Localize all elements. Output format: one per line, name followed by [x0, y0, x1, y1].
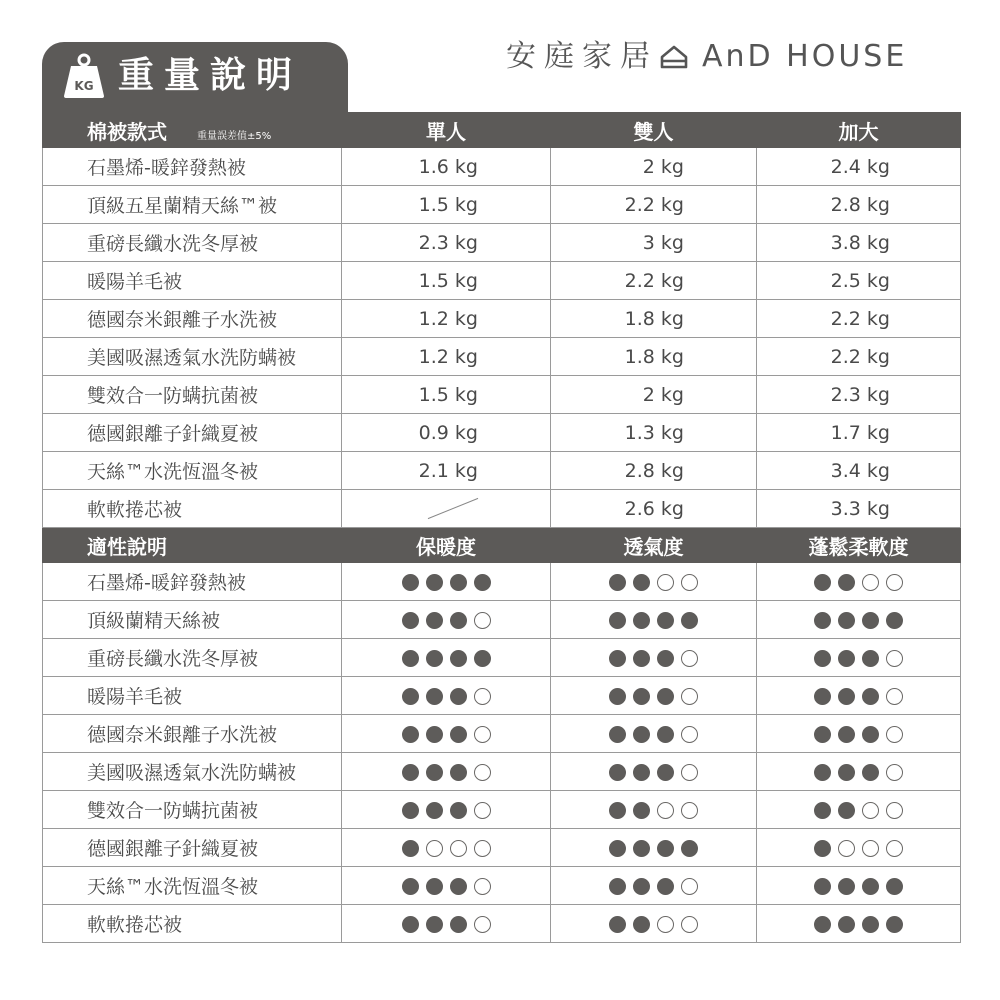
empty-dot-icon: [474, 840, 491, 857]
rating-breathability: [551, 829, 757, 867]
filled-dot-icon: [862, 764, 879, 781]
rating-breathability: [551, 905, 757, 943]
filled-dot-icon: [862, 650, 879, 667]
rating-warmth: [342, 905, 551, 943]
weight-king: 3.4 kg: [757, 452, 961, 490]
rating-softness: [757, 639, 961, 677]
rating-softness: [757, 791, 961, 829]
table-row: [43, 677, 961, 715]
rating-dots: [609, 574, 698, 591]
filled-dot-icon: [450, 650, 467, 667]
weight-header-row: [43, 113, 961, 148]
rating-dots: [402, 612, 491, 629]
filled-dot-icon: [862, 688, 879, 705]
rating-dots: [402, 764, 491, 781]
filled-dot-icon: [862, 878, 879, 895]
empty-dot-icon: [681, 688, 698, 705]
filled-dot-icon: [633, 726, 650, 743]
weight-single: 1.5 kg: [342, 376, 551, 414]
brand-logo: [506, 34, 907, 80]
filled-dot-icon: [657, 650, 674, 667]
empty-dot-icon: [681, 802, 698, 819]
kg-weight-icon: [62, 52, 106, 100]
empty-dot-icon: [838, 840, 855, 857]
empty-dot-icon: [886, 726, 903, 743]
rating-dots: [814, 688, 903, 705]
col-label-quilt: 棉被款式: [87, 119, 167, 144]
filled-dot-icon: [838, 878, 855, 895]
not-available-slash: [428, 498, 478, 519]
table-row: [43, 338, 961, 376]
weight-single: 1.6 kg: [342, 148, 551, 186]
rating-breathability: [551, 639, 757, 677]
filled-dot-icon: [450, 612, 467, 629]
rating-dots: [814, 840, 903, 857]
filled-dot-icon: [657, 688, 674, 705]
empty-dot-icon: [886, 688, 903, 705]
filled-dot-icon: [426, 878, 443, 895]
brand-name-en: AnD HOUSE: [702, 39, 908, 74]
rating-warmth: [342, 639, 551, 677]
brand-name-zh: 安庭家居: [506, 39, 658, 74]
quilt-name: 美國吸濕透氣水洗防螨被: [43, 338, 342, 376]
quilt-name: 德國奈米銀離子水洗被: [43, 715, 342, 753]
weight-single: [342, 490, 551, 528]
filled-dot-icon: [814, 802, 831, 819]
weight-king: 1.7 kg: [757, 414, 961, 452]
quilt-name: 雙效合一防螨抗菌被: [43, 376, 342, 414]
filled-dot-icon: [862, 612, 879, 629]
rating-dots: [609, 688, 698, 705]
filled-dot-icon: [862, 916, 879, 933]
quilt-name: 美國吸濕透氣水洗防螨被: [43, 753, 342, 791]
empty-dot-icon: [657, 574, 674, 591]
empty-dot-icon: [886, 840, 903, 857]
weight-king: 3.3 kg: [757, 490, 961, 528]
rating-dots: [609, 878, 698, 895]
weight-double: 2.8 kg: [551, 452, 757, 490]
empty-dot-icon: [681, 916, 698, 933]
filled-dot-icon: [426, 916, 443, 933]
filled-dot-icon: [814, 878, 831, 895]
rating-warmth: [342, 677, 551, 715]
rating-warmth: [342, 753, 551, 791]
quilt-name: 德國奈米銀離子水洗被: [43, 300, 342, 338]
filled-dot-icon: [657, 878, 674, 895]
table-row: [43, 601, 961, 639]
rating-dots: [814, 650, 903, 667]
weight-single: 1.2 kg: [342, 338, 551, 376]
empty-dot-icon: [474, 916, 491, 933]
filled-dot-icon: [450, 916, 467, 933]
rating-warmth: [342, 563, 551, 601]
filled-dot-icon: [426, 764, 443, 781]
rating-dots: [402, 916, 491, 933]
filled-dot-icon: [426, 612, 443, 629]
weight-king: 2.4 kg: [757, 148, 961, 186]
empty-dot-icon: [681, 650, 698, 667]
empty-dot-icon: [862, 840, 879, 857]
filled-dot-icon: [814, 726, 831, 743]
rating-softness: [757, 563, 961, 601]
rating-warmth: [342, 867, 551, 905]
col-header-single: 單人: [342, 113, 551, 148]
filled-dot-icon: [402, 802, 419, 819]
filled-dot-icon: [609, 802, 626, 819]
filled-dot-icon: [814, 612, 831, 629]
filled-dot-icon: [402, 612, 419, 629]
weight-single: 1.5 kg: [342, 186, 551, 224]
empty-dot-icon: [886, 802, 903, 819]
rating-dots: [609, 650, 698, 667]
rating-softness: [757, 829, 961, 867]
rating-dots: [402, 688, 491, 705]
empty-dot-icon: [474, 726, 491, 743]
filled-dot-icon: [450, 726, 467, 743]
table-row: [43, 753, 961, 791]
weight-king: 3.8 kg: [757, 224, 961, 262]
quilt-name: 重磅長纖水洗冬厚被: [43, 639, 342, 677]
empty-dot-icon: [474, 688, 491, 705]
filled-dot-icon: [681, 612, 698, 629]
suitability-header-row: [43, 528, 961, 563]
rating-dots: [814, 916, 903, 933]
weight-double: 1.3 kg: [551, 414, 757, 452]
filled-dot-icon: [450, 688, 467, 705]
filled-dot-icon: [862, 726, 879, 743]
filled-dot-icon: [402, 574, 419, 591]
filled-dot-icon: [450, 802, 467, 819]
table-row: [43, 414, 961, 452]
rating-dots: [402, 840, 491, 857]
weight-double: 2 kg: [551, 148, 757, 186]
filled-dot-icon: [609, 688, 626, 705]
filled-dot-icon: [474, 650, 491, 667]
filled-dot-icon: [657, 726, 674, 743]
filled-dot-icon: [633, 612, 650, 629]
filled-dot-icon: [886, 878, 903, 895]
col-header-double: 雙人: [551, 113, 757, 148]
rating-dots: [402, 802, 491, 819]
rating-dots: [402, 726, 491, 743]
rating-dots: [609, 840, 698, 857]
weight-king: 2.2 kg: [757, 300, 961, 338]
filled-dot-icon: [838, 650, 855, 667]
weight-single: 1.2 kg: [342, 300, 551, 338]
filled-dot-icon: [633, 574, 650, 591]
quilt-name: 軟軟捲芯被: [43, 905, 342, 943]
rating-softness: [757, 715, 961, 753]
quilt-name: 頂級五星蘭精天絲™被: [43, 186, 342, 224]
rating-dots: [814, 574, 903, 591]
empty-dot-icon: [450, 840, 467, 857]
rating-dots: [609, 726, 698, 743]
table-row: [43, 452, 961, 490]
rating-warmth: [342, 715, 551, 753]
filled-dot-icon: [402, 650, 419, 667]
weight-double: 2.6 kg: [551, 490, 757, 528]
filled-dot-icon: [633, 764, 650, 781]
col-header-breathability: 透氣度: [551, 528, 757, 563]
filled-dot-icon: [609, 612, 626, 629]
page-title: 重量說明: [118, 55, 303, 96]
filled-dot-icon: [402, 726, 419, 743]
filled-dot-icon: [838, 726, 855, 743]
filled-dot-icon: [609, 650, 626, 667]
quilt-name: 石墨烯-暖鋅發熱被: [43, 148, 342, 186]
filled-dot-icon: [633, 802, 650, 819]
weight-double: 1.8 kg: [551, 300, 757, 338]
filled-dot-icon: [886, 612, 903, 629]
weight-king: 2.8 kg: [757, 186, 961, 224]
table-row: [43, 563, 961, 601]
filled-dot-icon: [838, 574, 855, 591]
filled-dot-icon: [838, 764, 855, 781]
empty-dot-icon: [657, 802, 674, 819]
filled-dot-icon: [426, 688, 443, 705]
filled-dot-icon: [838, 802, 855, 819]
empty-dot-icon: [681, 574, 698, 591]
quilt-name: 頂級蘭精天絲被: [43, 601, 342, 639]
weight-single: 1.5 kg: [342, 262, 551, 300]
filled-dot-icon: [402, 840, 419, 857]
filled-dot-icon: [402, 688, 419, 705]
empty-dot-icon: [681, 726, 698, 743]
empty-dot-icon: [681, 764, 698, 781]
rating-dots: [814, 612, 903, 629]
title-tab: [42, 42, 348, 112]
quilt-name: 德國銀離子針織夏被: [43, 414, 342, 452]
filled-dot-icon: [402, 878, 419, 895]
rating-softness: [757, 867, 961, 905]
filled-dot-icon: [426, 802, 443, 819]
empty-dot-icon: [474, 802, 491, 819]
empty-dot-icon: [657, 916, 674, 933]
filled-dot-icon: [609, 726, 626, 743]
weight-single: 0.9 kg: [342, 414, 551, 452]
table-row: [43, 376, 961, 414]
empty-dot-icon: [474, 612, 491, 629]
filled-dot-icon: [450, 574, 467, 591]
empty-dot-icon: [862, 802, 879, 819]
filled-dot-icon: [657, 840, 674, 857]
empty-dot-icon: [426, 840, 443, 857]
rating-dots: [609, 916, 698, 933]
filled-dot-icon: [426, 574, 443, 591]
filled-dot-icon: [633, 840, 650, 857]
quilt-name: 石墨烯-暖鋅發熱被: [43, 563, 342, 601]
empty-dot-icon: [886, 574, 903, 591]
empty-dot-icon: [886, 764, 903, 781]
rating-dots: [814, 764, 903, 781]
rating-warmth: [342, 829, 551, 867]
rating-breathability: [551, 715, 757, 753]
quilt-name: 暖陽羊毛被: [43, 262, 342, 300]
filled-dot-icon: [426, 726, 443, 743]
rating-breathability: [551, 677, 757, 715]
filled-dot-icon: [609, 764, 626, 781]
table-row: [43, 639, 961, 677]
filled-dot-icon: [657, 764, 674, 781]
quilt-name: 重磅長纖水洗冬厚被: [43, 224, 342, 262]
empty-dot-icon: [681, 878, 698, 895]
filled-dot-icon: [814, 650, 831, 667]
empty-dot-icon: [474, 764, 491, 781]
kg-icon-label: KG: [74, 79, 94, 93]
weight-double: 2.2 kg: [551, 262, 757, 300]
empty-dot-icon: [862, 574, 879, 591]
rating-dots: [402, 574, 491, 591]
weight-single: 2.1 kg: [342, 452, 551, 490]
filled-dot-icon: [402, 764, 419, 781]
filled-dot-icon: [609, 574, 626, 591]
rating-breathability: [551, 791, 757, 829]
col-header-warmth: 保暖度: [342, 528, 551, 563]
house-icon: [660, 45, 688, 69]
rating-breathability: [551, 601, 757, 639]
rating-softness: [757, 677, 961, 715]
table-row: [43, 148, 961, 186]
filled-dot-icon: [838, 916, 855, 933]
empty-dot-icon: [474, 878, 491, 895]
rating-dots: [609, 802, 698, 819]
quilt-name: 天絲™水洗恆溫冬被: [43, 452, 342, 490]
filled-dot-icon: [609, 840, 626, 857]
weight-single: 2.3 kg: [342, 224, 551, 262]
table-row: [43, 791, 961, 829]
rating-softness: [757, 753, 961, 791]
rating-warmth: [342, 791, 551, 829]
quilt-spec-table: [42, 112, 961, 943]
rating-dots: [402, 878, 491, 895]
rating-softness: [757, 905, 961, 943]
rating-warmth: [342, 601, 551, 639]
rating-breathability: [551, 867, 757, 905]
table-row: [43, 905, 961, 943]
filled-dot-icon: [814, 916, 831, 933]
filled-dot-icon: [633, 650, 650, 667]
weight-king: 2.3 kg: [757, 376, 961, 414]
table-row: [43, 867, 961, 905]
weight-double: 2.2 kg: [551, 186, 757, 224]
filled-dot-icon: [814, 574, 831, 591]
filled-dot-icon: [814, 688, 831, 705]
quilt-name: 德國銀離子針織夏被: [43, 829, 342, 867]
rating-dots: [814, 878, 903, 895]
rating-breathability: [551, 563, 757, 601]
filled-dot-icon: [633, 916, 650, 933]
quilt-name: 暖陽羊毛被: [43, 677, 342, 715]
filled-dot-icon: [402, 916, 419, 933]
col-header-softness: 蓬鬆柔軟度: [757, 528, 961, 563]
filled-dot-icon: [814, 840, 831, 857]
weight-double: 3 kg: [551, 224, 757, 262]
rating-dots: [609, 764, 698, 781]
filled-dot-icon: [886, 916, 903, 933]
filled-dot-icon: [838, 688, 855, 705]
filled-dot-icon: [633, 688, 650, 705]
quilt-name: 天絲™水洗恆溫冬被: [43, 867, 342, 905]
table-row: [43, 262, 961, 300]
filled-dot-icon: [609, 878, 626, 895]
rating-dots: [814, 802, 903, 819]
filled-dot-icon: [450, 764, 467, 781]
table-row: [43, 490, 961, 528]
rating-breathability: [551, 753, 757, 791]
table-row: [43, 300, 961, 338]
rating-dots: [402, 650, 491, 667]
table-row: [43, 186, 961, 224]
filled-dot-icon: [426, 650, 443, 667]
rating-dots: [609, 612, 698, 629]
rating-dots: [814, 726, 903, 743]
weight-header-label: [43, 113, 342, 148]
col-header-king: 加大: [757, 113, 961, 148]
table-row: [43, 224, 961, 262]
filled-dot-icon: [657, 612, 674, 629]
weight-double: 2 kg: [551, 376, 757, 414]
filled-dot-icon: [633, 878, 650, 895]
table-row: [43, 715, 961, 753]
weight-king: 2.2 kg: [757, 338, 961, 376]
filled-dot-icon: [814, 764, 831, 781]
rating-softness: [757, 601, 961, 639]
col-label-suitability: 適性說明: [43, 528, 342, 563]
filled-dot-icon: [838, 612, 855, 629]
table-row: [43, 829, 961, 867]
filled-dot-icon: [609, 916, 626, 933]
weight-king: 2.5 kg: [757, 262, 961, 300]
quilt-name: 雙效合一防螨抗菌被: [43, 791, 342, 829]
tolerance-note: 重量誤差值±5%: [197, 130, 272, 142]
empty-dot-icon: [886, 650, 903, 667]
weight-double: 1.8 kg: [551, 338, 757, 376]
quilt-name: 軟軟捲芯被: [43, 490, 342, 528]
filled-dot-icon: [681, 840, 698, 857]
filled-dot-icon: [474, 574, 491, 591]
filled-dot-icon: [450, 878, 467, 895]
